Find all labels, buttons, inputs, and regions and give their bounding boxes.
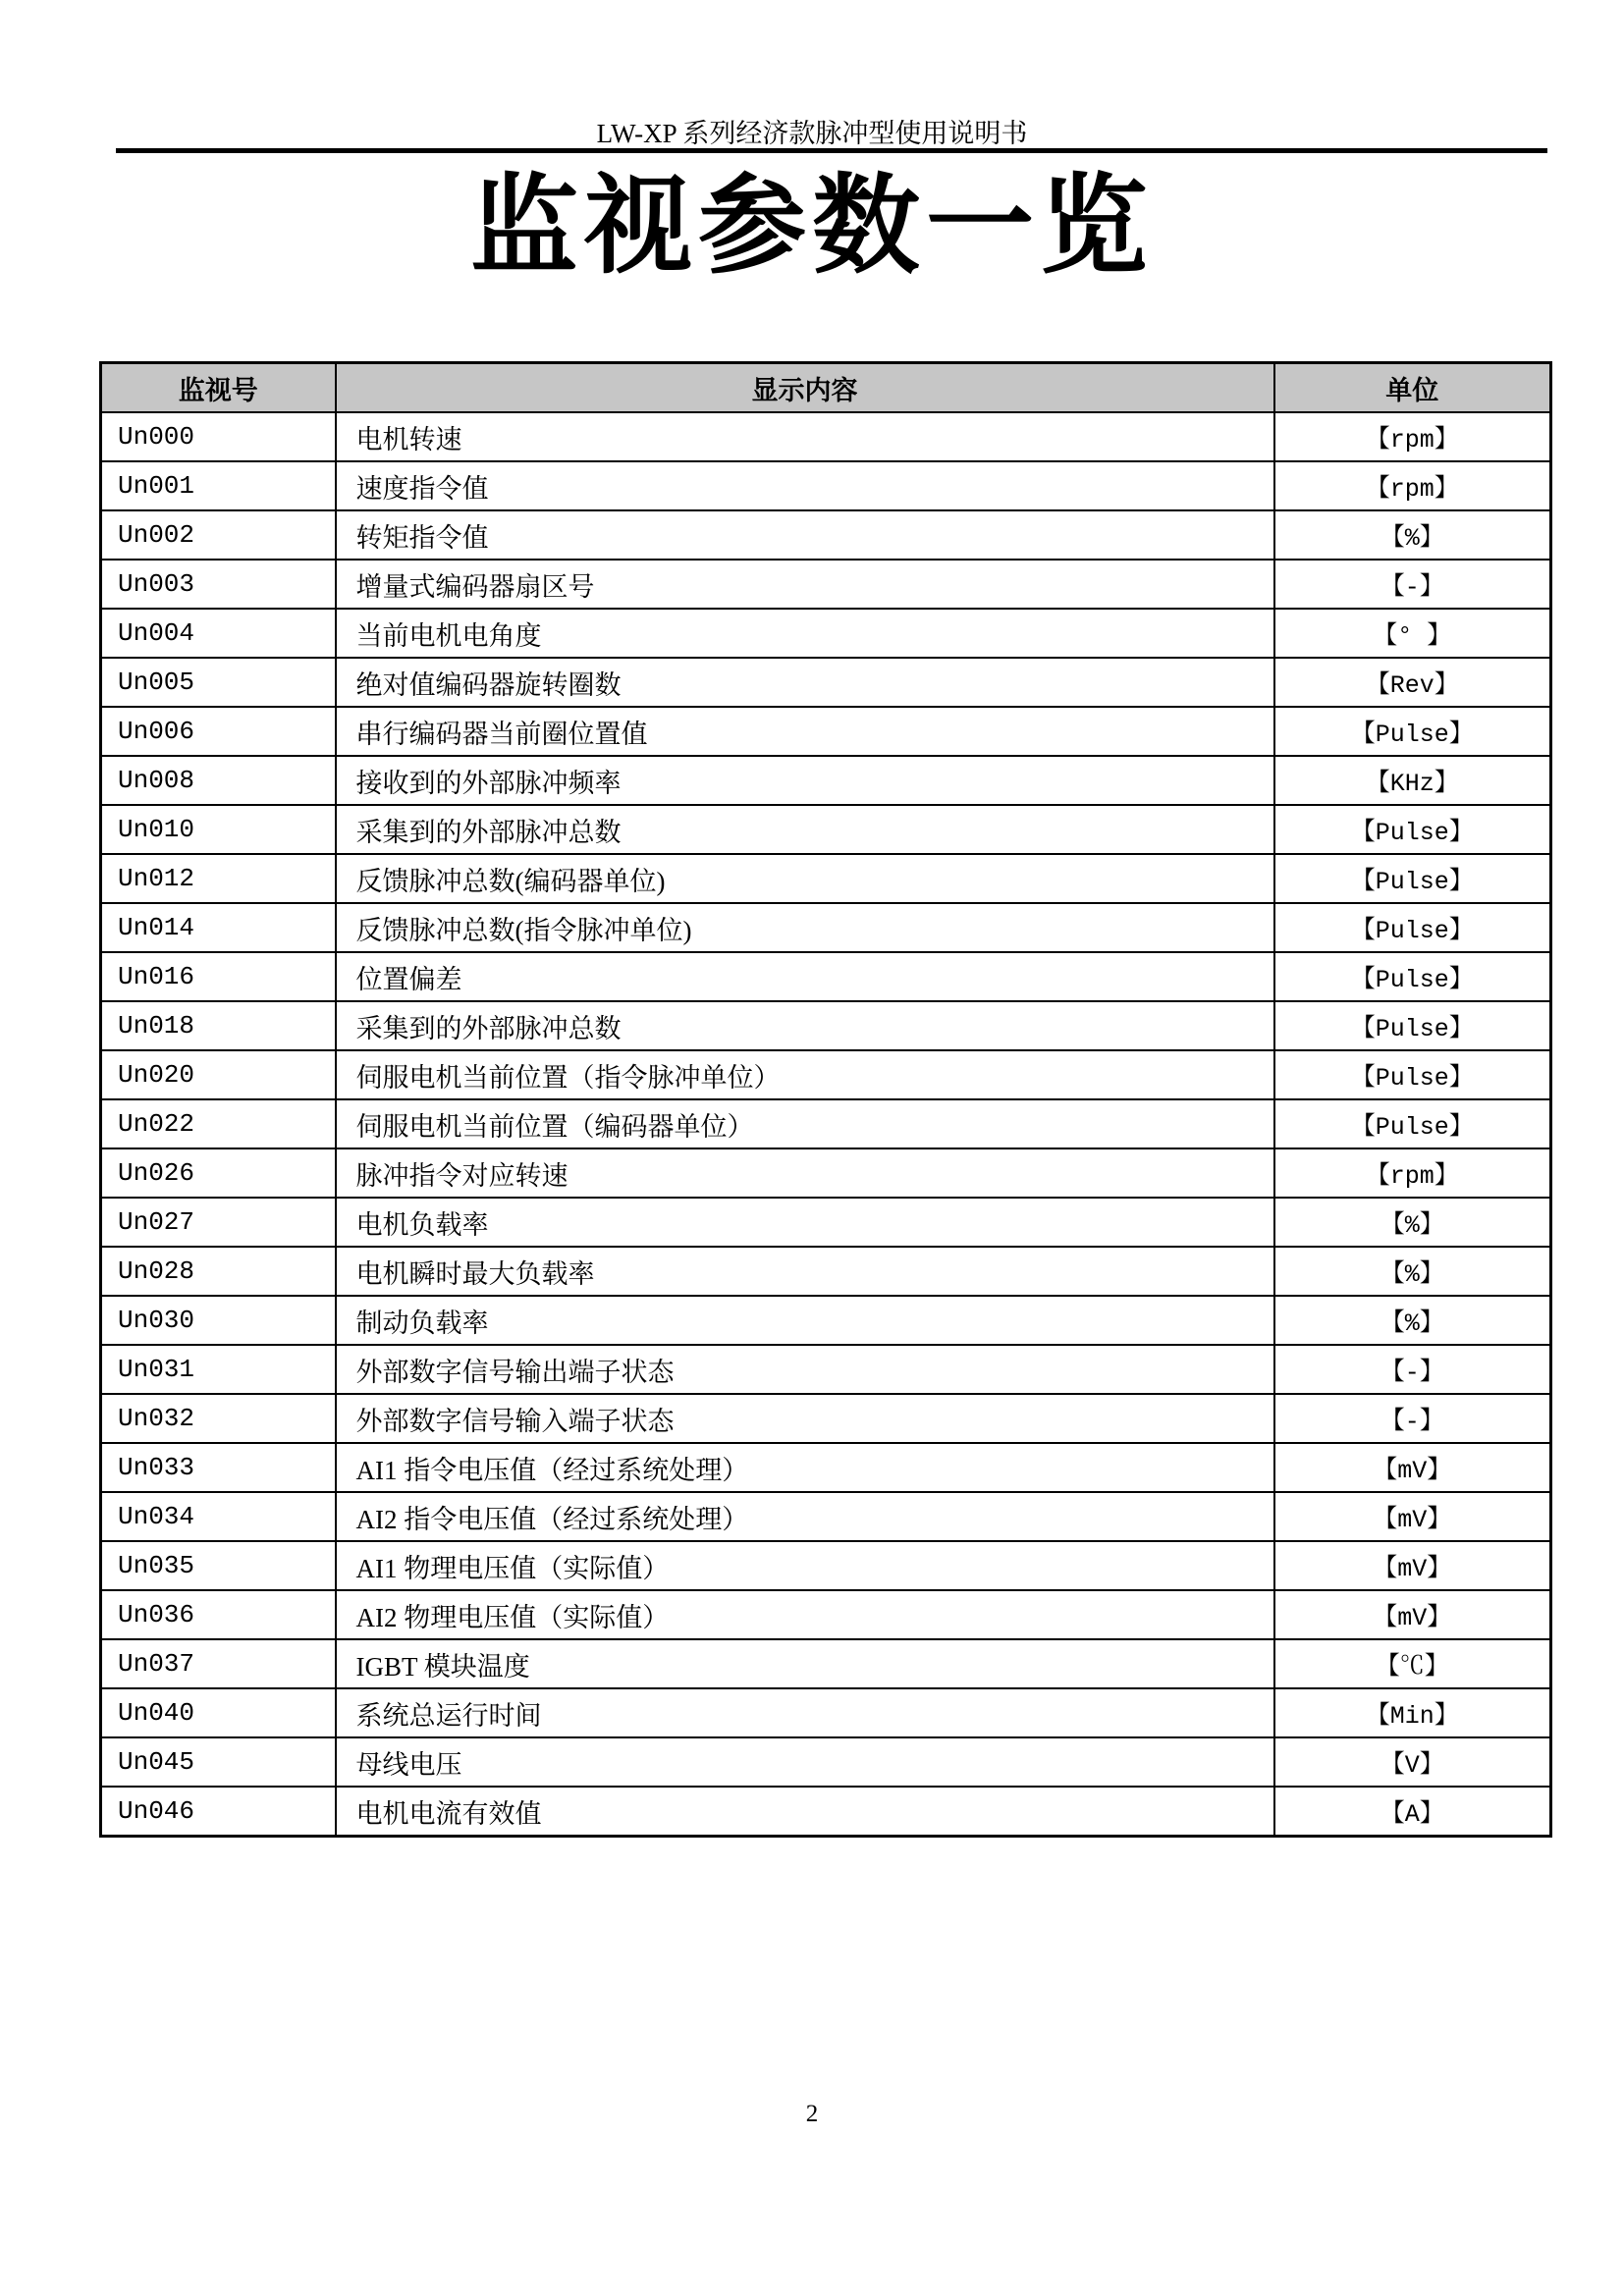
display-content-cell: 绝对值编码器旋转圈数: [336, 658, 1274, 707]
monitor-id-cell: Un020: [101, 1050, 336, 1099]
monitor-id-cell: Un005: [101, 658, 336, 707]
table-header-row: [101, 363, 1551, 413]
display-content-cell: 伺服电机当前位置（指令脉冲单位）: [336, 1050, 1274, 1099]
unit-cell: 【Rev】: [1274, 658, 1551, 707]
unit-cell: 【Min】: [1274, 1688, 1551, 1737]
monitor-id-cell: Un032: [101, 1394, 336, 1443]
monitor-id-cell: Un037: [101, 1639, 336, 1688]
table-row: [101, 1394, 1551, 1443]
unit-cell: 【Pulse】: [1274, 707, 1551, 756]
table-row: [101, 854, 1551, 903]
table-row: [101, 1345, 1551, 1394]
manual-header-text: LW-XP 系列经济款脉冲型使用说明书: [596, 119, 1028, 148]
monitor-id-cell: Un040: [101, 1688, 336, 1737]
table-row: [101, 1590, 1551, 1639]
monitor-id-column-header: 监视号: [101, 363, 336, 413]
unit-cell: 【℃】: [1274, 1639, 1551, 1688]
monitor-id-cell: Un034: [101, 1492, 336, 1541]
monitor-id-cell: Un002: [101, 510, 336, 560]
table-row: [101, 707, 1551, 756]
unit-cell: 【mV】: [1274, 1590, 1551, 1639]
table-row: [101, 461, 1551, 510]
table-row: [101, 1099, 1551, 1148]
monitor-table-body: [101, 412, 1551, 1837]
unit-cell: 【mV】: [1274, 1541, 1551, 1590]
monitor-id-cell: Un000: [101, 412, 336, 461]
table-row: [101, 1639, 1551, 1688]
monitor-id-cell: Un035: [101, 1541, 336, 1590]
unit-cell: 【rpm】: [1274, 1148, 1551, 1198]
unit-cell: 【Pulse】: [1274, 1050, 1551, 1099]
unit-cell: 【Pulse】: [1274, 903, 1551, 952]
table-row: [101, 1296, 1551, 1345]
display-content-cell: 电机负载率: [336, 1198, 1274, 1247]
monitor-id-cell: Un004: [101, 609, 336, 658]
monitor-id-cell: Un046: [101, 1787, 336, 1837]
unit-cell: 【%】: [1274, 1198, 1551, 1247]
monitor-id-cell: Un036: [101, 1590, 336, 1639]
table-row: [101, 1787, 1551, 1837]
monitor-id-cell: Un031: [101, 1345, 336, 1394]
unit-cell: 【%】: [1274, 510, 1551, 560]
page-title: 监视参数一览: [470, 162, 1154, 289]
header-rule: [116, 148, 1547, 153]
monitor-id-cell: Un012: [101, 854, 336, 903]
monitor-id-cell: Un008: [101, 756, 336, 805]
unit-cell: 【%】: [1274, 1296, 1551, 1345]
table-row: [101, 1247, 1551, 1296]
unit-cell: 【Pulse】: [1274, 805, 1551, 854]
display-content-cell: 串行编码器当前圈位置值: [336, 707, 1274, 756]
table-row: [101, 756, 1551, 805]
monitor-id-cell: Un006: [101, 707, 336, 756]
monitor-id-cell: Un001: [101, 461, 336, 510]
monitor-id-cell: Un033: [101, 1443, 336, 1492]
display-content-cell: IGBT 模块温度: [336, 1639, 1274, 1688]
unit-cell: 【A】: [1274, 1787, 1551, 1837]
page-number: 2: [805, 2101, 819, 2127]
display-content-cell: 反馈脉冲总数(编码器单位): [336, 854, 1274, 903]
monitor-id-cell: Un026: [101, 1148, 336, 1198]
table-row: [101, 1050, 1551, 1099]
table-row: [101, 903, 1551, 952]
display-content-cell: 母线电压: [336, 1737, 1274, 1787]
unit-cell: 【%】: [1274, 1247, 1551, 1296]
display-content-cell: 外部数字信号输入端子状态: [336, 1394, 1274, 1443]
display-content-cell: 采集到的外部脉冲总数: [336, 805, 1274, 854]
display-content-cell: 当前电机电角度: [336, 609, 1274, 658]
unit-cell: 【Pulse】: [1274, 854, 1551, 903]
table-row: [101, 952, 1551, 1001]
display-content-cell: 反馈脉冲总数(指令脉冲单位): [336, 903, 1274, 952]
table-row: [101, 510, 1551, 560]
table-row: [101, 1492, 1551, 1541]
display-content-column-header: 显示内容: [336, 363, 1274, 413]
display-content-cell: AI2 指令电压值（经过系统处理）: [336, 1492, 1274, 1541]
table-row: [101, 412, 1551, 461]
display-content-cell: 伺服电机当前位置（编码器单位）: [336, 1099, 1274, 1148]
unit-cell: 【mV】: [1274, 1443, 1551, 1492]
display-content-cell: 电机瞬时最大负载率: [336, 1247, 1274, 1296]
unit-cell: 【Pulse】: [1274, 1001, 1551, 1050]
monitor-id-cell: Un022: [101, 1099, 336, 1148]
table-row: [101, 1148, 1551, 1198]
unit-cell: 【-】: [1274, 560, 1551, 609]
unit-cell: 【mV】: [1274, 1492, 1551, 1541]
display-content-cell: 电机电流有效值: [336, 1787, 1274, 1837]
display-content-cell: AI1 指令电压值（经过系统处理）: [336, 1443, 1274, 1492]
table-row: [101, 560, 1551, 609]
display-content-cell: 转矩指令值: [336, 510, 1274, 560]
display-content-cell: 速度指令值: [336, 461, 1274, 510]
monitor-id-cell: Un018: [101, 1001, 336, 1050]
monitor-id-cell: Un003: [101, 560, 336, 609]
table-row: [101, 1198, 1551, 1247]
display-content-cell: 制动负载率: [336, 1296, 1274, 1345]
unit-cell: 【° 】: [1274, 609, 1551, 658]
monitor-id-cell: Un030: [101, 1296, 336, 1345]
display-content-cell: 脉冲指令对应转速: [336, 1148, 1274, 1198]
unit-cell: 【rpm】: [1274, 461, 1551, 510]
display-content-cell: 接收到的外部脉冲频率: [336, 756, 1274, 805]
unit-cell: 【Pulse】: [1274, 952, 1551, 1001]
table-row: [101, 1737, 1551, 1787]
monitor-id-cell: Un010: [101, 805, 336, 854]
display-content-cell: AI1 物理电压值（实际值）: [336, 1541, 1274, 1590]
monitor-id-cell: Un028: [101, 1247, 336, 1296]
monitor-id-cell: Un016: [101, 952, 336, 1001]
display-content-cell: 采集到的外部脉冲总数: [336, 1001, 1274, 1050]
display-content-cell: 电机转速: [336, 412, 1274, 461]
table-row: [101, 658, 1551, 707]
display-content-cell: 系统总运行时间: [336, 1688, 1274, 1737]
table-row: [101, 1001, 1551, 1050]
table-row: [101, 609, 1551, 658]
monitor-id-cell: Un045: [101, 1737, 336, 1787]
display-content-cell: 位置偏差: [336, 952, 1274, 1001]
display-content-cell: 增量式编码器扇区号: [336, 560, 1274, 609]
monitor-id-cell: Un027: [101, 1198, 336, 1247]
monitor-id-cell: Un014: [101, 903, 336, 952]
unit-cell: 【Pulse】: [1274, 1099, 1551, 1148]
unit-cell: 【-】: [1274, 1345, 1551, 1394]
unit-cell: 【V】: [1274, 1737, 1551, 1787]
unit-column-header: 单位: [1274, 363, 1551, 413]
table-row: [101, 1443, 1551, 1492]
display-content-cell: 外部数字信号输出端子状态: [336, 1345, 1274, 1394]
unit-cell: 【-】: [1274, 1394, 1551, 1443]
display-content-cell: AI2 物理电压值（实际值）: [336, 1590, 1274, 1639]
unit-cell: 【rpm】: [1274, 412, 1551, 461]
table-row: [101, 1688, 1551, 1737]
table-row: [101, 805, 1551, 854]
unit-cell: 【KHz】: [1274, 756, 1551, 805]
table-row: [101, 1541, 1551, 1590]
monitor-parameter-table: [99, 361, 1552, 1838]
